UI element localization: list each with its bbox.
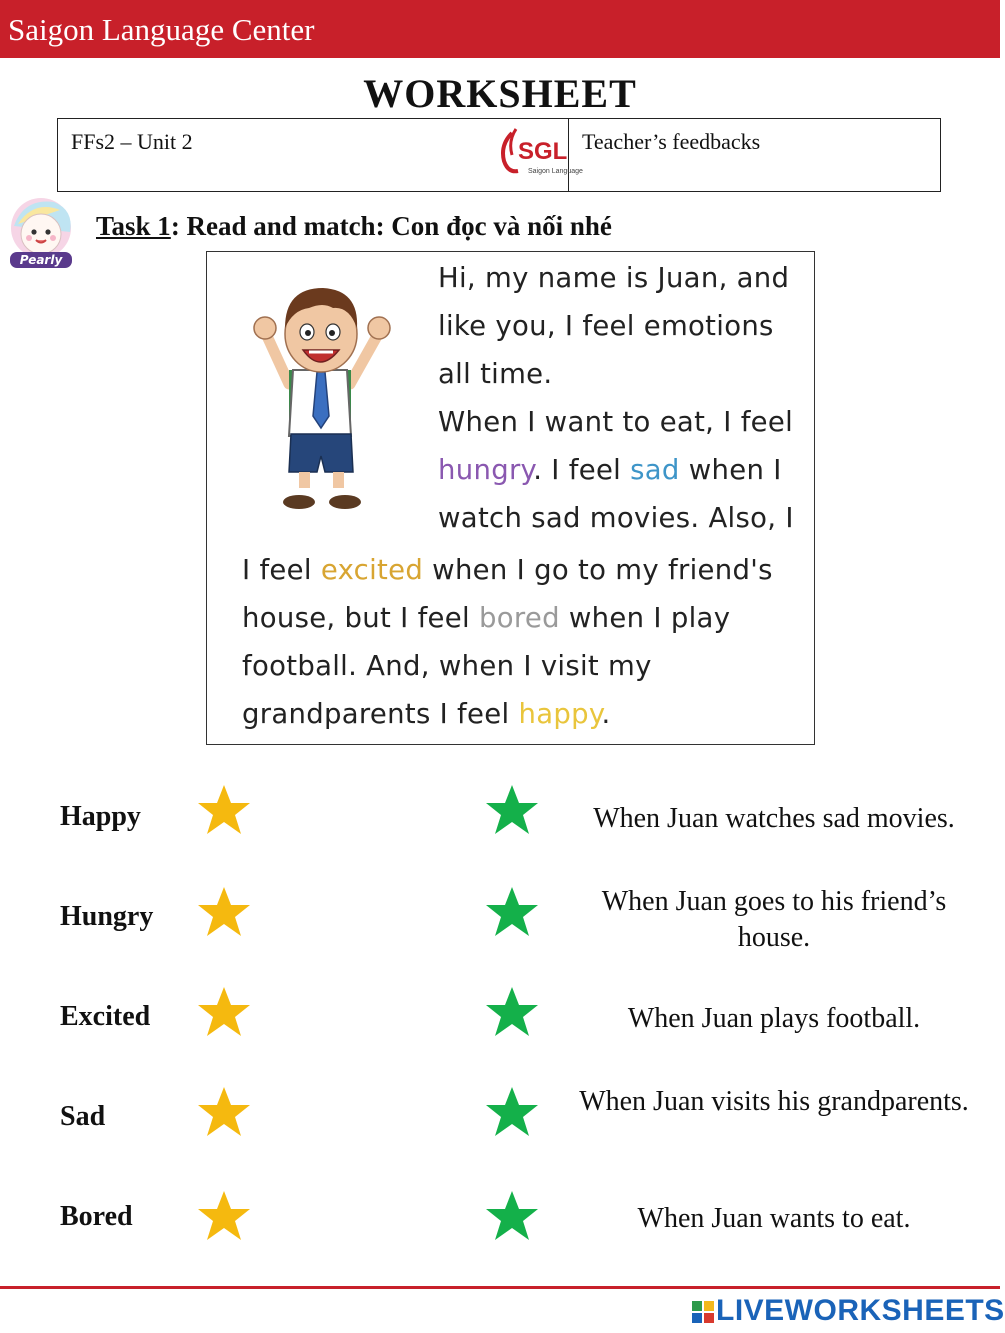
task-title [96,211,612,242]
story-line-3: all time. [438,358,553,390]
story-line-8-text-b: when I play [559,602,731,634]
match-sentence: When Juan goes to his friend’s house. [601,886,947,953]
header-bar [0,0,1000,58]
word-sad: sad [630,454,680,486]
match-sentence: When Juan wants to eat. [637,1203,911,1234]
star-icon[interactable] [483,1188,541,1246]
brand-name: Saigon Language Center [8,12,315,47]
story-line-5-text-b: when I [679,454,782,486]
task-label: Task 1 [96,211,171,241]
story-line-10-text-b: . [601,698,611,730]
sgl-logo-text: SGL [518,138,568,165]
footer-divider [0,1286,1000,1289]
unit-label: FFs2 – Unit 2 [71,129,193,154]
match-sentence: When Juan plays football. [627,1003,921,1034]
story-line-5-text-a: . I feel [533,454,631,486]
boy-cheering-illustration [227,266,412,516]
task-instruction: : Read and match: Con đọc và nối nhé [170,211,612,241]
liveworksheets-logo [692,1294,1005,1328]
match-sentence: When Juan visits his grandparents. [579,1086,969,1117]
star-icon[interactable] [195,884,253,942]
story-line-10 [242,698,611,730]
emotion-label-bored: Bored [60,1201,133,1232]
star-icon[interactable] [483,884,541,942]
worksheet-title: WORKSHEET [363,71,637,116]
word-happy: happy [518,698,602,730]
word-hungry: hungry [438,454,534,486]
story-line-4: When I want to eat, I feel [438,406,794,438]
story-line-9: football. And, when I visit my [242,650,652,682]
star-icon[interactable] [195,1084,253,1142]
emotion-label-sad: Sad [60,1101,106,1132]
story-line-6: watch sad movies. Also, I [438,502,794,534]
story-line-8 [242,602,730,634]
info-table [57,118,941,192]
star-icon[interactable] [195,782,253,840]
emotion-label-excited: Excited [60,1001,151,1032]
unit-cell [58,119,583,191]
sgl-logo [498,121,583,183]
star-icon[interactable] [195,1188,253,1246]
liveworksheets-text: LIVEWORKSHEETS [716,1294,1005,1327]
story-line-5 [438,454,782,486]
story-line-7-text-b: when I go to my friend's [423,554,773,586]
star-icon[interactable] [483,1084,541,1142]
story-line-7 [242,554,773,586]
star-icon[interactable] [195,984,253,1042]
story-line-1: Hi, my name is Juan, and [438,262,790,294]
story-line-10-text-a: grandparents I feel [242,698,519,730]
pearly-mascot-icon [4,196,78,270]
story-line-8-text-a: house, but I feel [242,602,479,634]
emotion-label-happy: Happy [60,801,141,832]
star-icon[interactable] [483,984,541,1042]
sgl-logo-subtext: Saigon Language [528,168,583,175]
word-bored: bored [478,602,560,634]
star-icon[interactable] [483,782,541,840]
word-excited: excited [320,554,424,586]
mascot-name: Pearly [19,253,63,267]
story-line-7-text-a: I feel [242,554,321,586]
story-box [206,251,815,745]
feedback-label: Teacher’s feedbacks [582,129,761,154]
match-sentence: When Juan watches sad movies. [593,803,955,834]
liveworksheets-icon [692,1301,714,1323]
emotion-label-hungry: Hungry [60,901,154,932]
story-line-2: like you, I feel emotions [438,310,774,342]
